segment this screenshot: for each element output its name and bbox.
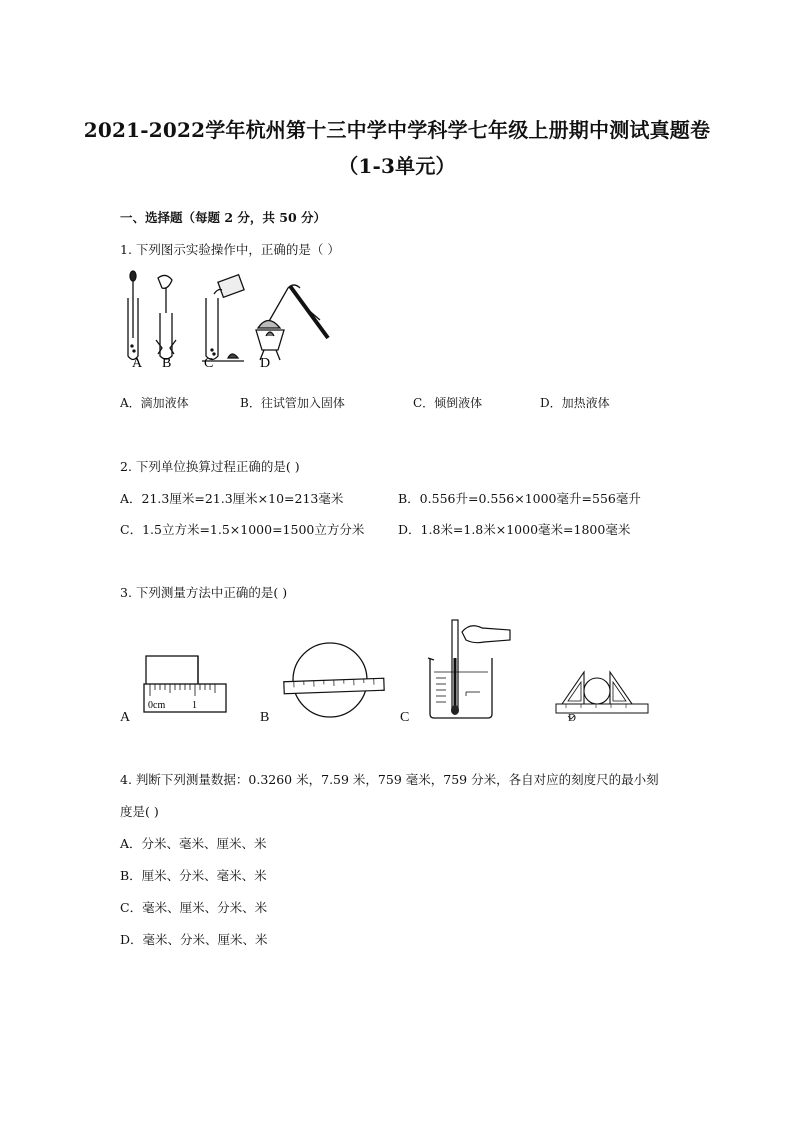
q3-stem: 3. 下列测量方法中正确的是( ) [120,585,288,600]
q1-fig-label-b: B [162,356,172,368]
q2-option-b: B．0.556升=0.556×1000毫升=556毫升 [398,491,641,506]
q4-option-a: A．分米、毫米、厘米、米 [120,836,267,851]
q4-option-c: C．毫米、厘米、分米、米 [120,900,268,915]
q1-fig-label-c: C [204,356,214,368]
q3-fig-label-d: D [568,712,576,724]
q1-fig-b-solid [156,275,176,359]
q1-fig-a-dropper [128,271,138,360]
doc-title-line2: （1-3单元） [338,154,456,178]
q2-stem: 2. 下列单位换算过程正确的是( ) [120,459,300,474]
q1-option-a: A．滴加液体 [120,396,189,410]
q1-option-d: D．加热液体 [540,396,610,410]
q4-option-d: D．毫米、分米、厘米、米 [120,932,268,947]
q3-ruler-one: 1 [192,700,197,711]
q3-fig-c-thermometer [426,618,516,722]
doc-title-line1: 2021-2022学年杭州第十三中学中学科学七年级上册期中测试真题卷 [83,118,711,142]
q2-option-d: D．1.8米=1.8米×1000毫米=1800毫米 [398,522,631,537]
q2-option-a: A．21.3厘米=21.3厘米×10=213毫米 [120,491,344,506]
q1-option-b: B．往试管加入固体 [240,396,345,410]
q3-ruler-unit: 0cm [148,700,166,711]
q1-fig-label-a: A [132,356,143,368]
q4-option-b: B．厘米、分米、毫米、米 [120,868,267,883]
q3-fig-label-c: C [400,710,410,725]
q3-fig-label-b: B [260,710,270,725]
q1-fig-c-pouring [202,275,244,361]
q4-stem-line1: 4. 判断下列测量数据：0.3260 米，7.59 米，759 毫米，759 分米，各自对应的刻度尺的最小刻 [120,772,659,787]
q4-stem-line2: 度是( ) [120,804,159,819]
q1-fig-label-d: D [260,356,271,368]
q1-stem: 1. 下列图示实验操作中，正确的是（ ） [120,242,340,257]
q1-fig-d-heating [256,285,328,360]
q3-fig-a-block-ruler [142,652,230,714]
q2-option-c: C．1.5立方米=1.5×1000=1500立方分米 [120,522,365,537]
q3-fig-label-a: A [120,710,131,725]
section-heading: 一、选择题（每题 2 分，共 50 分） [120,210,327,225]
q1-figure [118,268,348,368]
q1-option-c: C．倾倒液体 [413,396,483,410]
q3-fig-b-circle-ruler [280,640,388,720]
